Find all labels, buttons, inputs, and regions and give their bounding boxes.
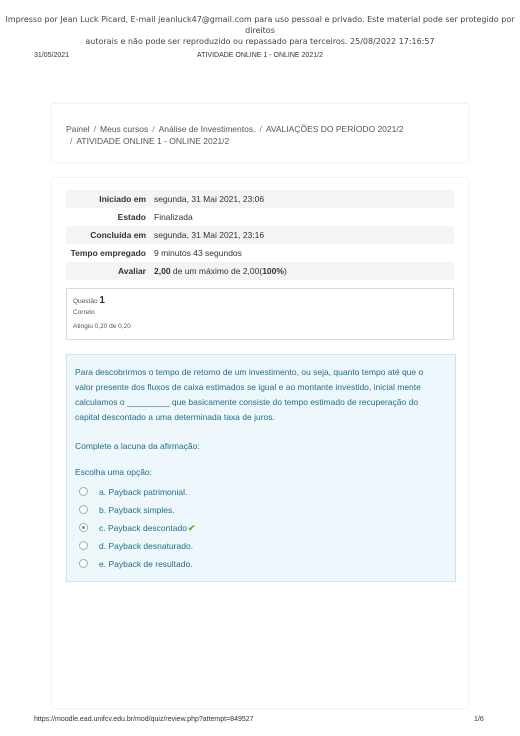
summary-row-completed [66, 226, 454, 244]
answer-options [75, 483, 415, 573]
choose-option-label: Escolha uma opção: [75, 467, 153, 477]
summary-row-grade [66, 262, 454, 280]
option-letter: b. [99, 505, 107, 515]
question-number [73, 295, 105, 306]
print-footer-page: 1/6 [474, 716, 484, 723]
summary-label: Concluída em [66, 226, 150, 244]
radio-button[interactable] [79, 541, 88, 550]
grade-end: ) [283, 266, 287, 276]
quiz-review-panel [52, 178, 468, 708]
option-label [99, 519, 195, 537]
summary-value: Finalizada [154, 212, 193, 222]
question-info-box [66, 288, 454, 340]
summary-label: Avaliar [66, 262, 150, 280]
breadcrumb-item-painel[interactable]: Painel [66, 124, 90, 134]
question-content-box [66, 354, 456, 582]
answer-option-b[interactable] [75, 501, 415, 519]
option-letter: e. [99, 559, 107, 569]
question-label: Questão [73, 298, 98, 305]
summary-row-started [66, 190, 454, 208]
option-text: Payback patrimonial. [108, 487, 188, 497]
breadcrumb-item-activity[interactable]: ATIVIDADE ONLINE 1 - ONLINE 2021/2 [76, 136, 230, 146]
print-watermark [0, 14, 520, 47]
attempt-summary-table [66, 190, 454, 280]
watermark-line-2: autorais e não pode ser reproduzido ou repassado para terceiros. 25/08/2022 17:16:57 [85, 37, 435, 46]
grade-mid: de um máximo de 2,00( [170, 266, 263, 276]
answer-option-d[interactable] [75, 537, 415, 555]
option-text: Payback simples. [108, 505, 175, 515]
breadcrumb-separator: / [93, 124, 97, 134]
breadcrumb-separator: / [259, 124, 262, 134]
print-header-title: ATIVIDADE ONLINE 1 - ONLINE 2021/2 [197, 52, 323, 59]
option-label [99, 483, 187, 501]
grade-score: 2,00 [154, 266, 171, 276]
summary-value: segunda, 31 Mai 2021, 23:16 [150, 226, 454, 244]
print-header-date: 31/05/2021 [34, 52, 70, 59]
summary-row-time [66, 244, 454, 262]
grade-percent: 100% [262, 266, 284, 276]
question-status: Correto [73, 309, 95, 316]
breadcrumb-item-section[interactable]: AVALIAÇÕES DO PERÍODO 2021/2 [265, 124, 404, 134]
radio-button[interactable] [79, 559, 88, 568]
watermark-line-1: Impresso por Jean Luck Picard, E-mail jeanluck47@gmail.com para uso pessoal e privado. Este material pode ser protegido por direitos [5, 15, 515, 35]
summary-label: Estado [117, 212, 146, 222]
breadcrumb-item-meus-cursos[interactable]: Meus cursos [100, 124, 149, 134]
breadcrumb-panel [52, 104, 468, 162]
radio-button-selected[interactable] [79, 523, 88, 532]
breadcrumb-separator: / [70, 136, 73, 146]
option-letter: a. [99, 487, 107, 497]
breadcrumb-item-course[interactable]: Análise de Investimentos. [158, 124, 256, 134]
question-number-value: 1 [99, 295, 105, 306]
radio-button[interactable] [79, 487, 88, 496]
option-letter: c. [99, 523, 106, 533]
question-grade: Atingiu 0,20 de 0,20 [73, 323, 131, 330]
option-label [99, 537, 193, 555]
option-label [99, 501, 175, 519]
summary-label: Iniciado em [66, 190, 150, 208]
answer-option-e[interactable] [75, 555, 415, 573]
answer-option-a[interactable] [75, 483, 415, 501]
option-text: Payback descontado [108, 523, 187, 533]
breadcrumb [66, 123, 456, 147]
option-text: Payback de resultado. [108, 559, 193, 569]
summary-value: segunda, 31 Mai 2021, 23:06 [150, 190, 454, 208]
summary-value [150, 262, 454, 280]
question-prompt: Complete a lacuna da afirmação: [75, 441, 200, 451]
summary-value: 9 minutos 43 segundos [154, 248, 242, 258]
option-label [99, 555, 193, 573]
print-footer-url: https://moodle.ead.unifcv.edu.br/mod/quiz/review.php?attempt=849527 [34, 716, 254, 723]
answer-option-c[interactable] [75, 519, 415, 537]
breadcrumb-separator: / [152, 124, 155, 134]
question-text: Para descobrirmos o tempo de retorno de um investimento, ou seja, quanto tempo até que o valor presente dos fluxos de caixa estimados se igual e ao montante investido, inicial mente calculamos o _________ que basicamente consiste do tempo estimado de recuperação do capital descontado a uma determinada taxa de juros. [75, 367, 424, 422]
summary-label: Tempo empregado [70, 248, 146, 258]
option-letter: d. [99, 541, 107, 551]
radio-button[interactable] [79, 505, 88, 514]
check-icon: ✔ [187, 523, 196, 533]
option-text: Payback desnaturado. [108, 541, 194, 551]
summary-row-state [66, 208, 454, 226]
